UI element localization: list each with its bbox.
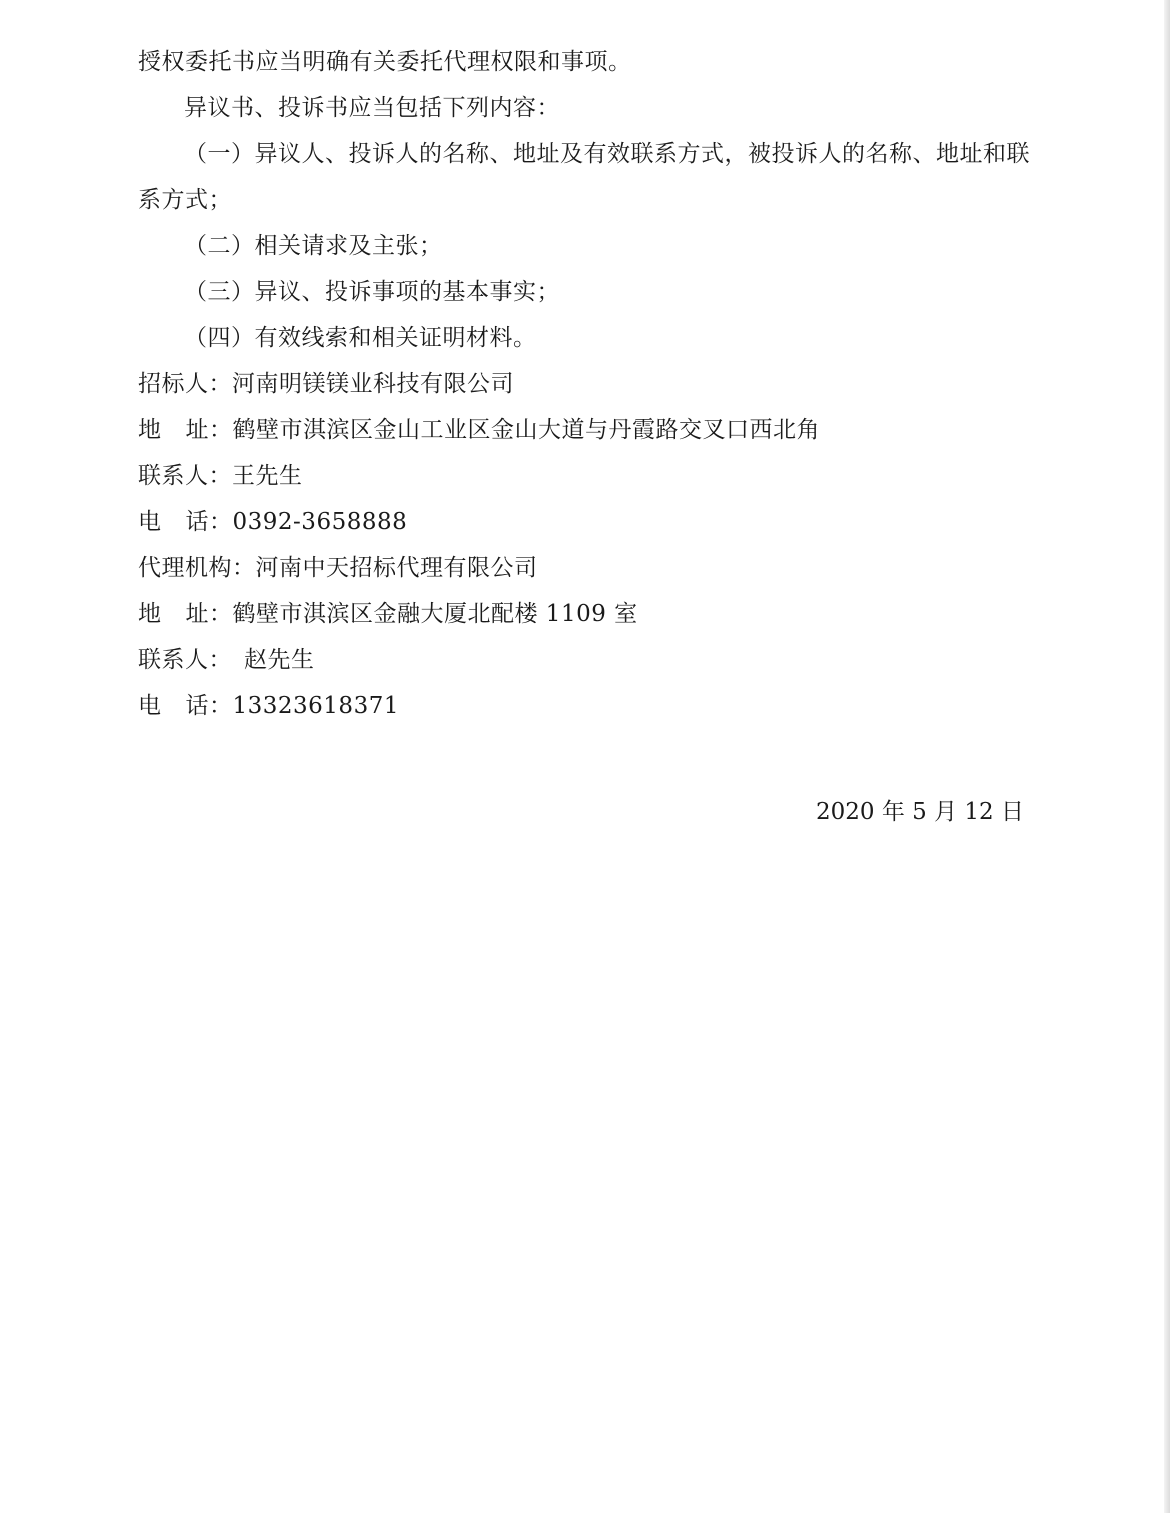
list-item-1-continued xyxy=(138,184,232,216)
page-edge-shadow xyxy=(1164,0,1170,1513)
field-label: 地 xyxy=(138,417,162,443)
tenderer-address-row xyxy=(138,414,820,446)
tenderer-contact-row xyxy=(138,460,303,492)
paragraph-objection-content xyxy=(184,92,560,124)
list-item-text: （一）异议人、投诉人的名称、地址及有效联系方式，被投诉人的名称、地址和联 xyxy=(184,141,1030,167)
document-date: 2020 年 5 月 12 日 xyxy=(816,799,1024,825)
agency-name-row xyxy=(138,552,538,584)
field-label: 话： xyxy=(185,509,233,535)
paragraph-authorization xyxy=(138,46,632,78)
agency-address-row xyxy=(138,598,638,630)
field-label: 电 xyxy=(138,693,162,719)
field-label: 联系人： xyxy=(138,647,232,673)
paragraph-text: 异议书、投诉书应当包括下列内容： xyxy=(184,95,560,121)
field-value: 赵先生 xyxy=(244,647,315,673)
field-label: 联系人： xyxy=(138,463,232,489)
field-label: 址： xyxy=(185,601,233,627)
field-label: 地 xyxy=(138,601,162,627)
field-value: 王先生 xyxy=(232,463,303,489)
field-value: 河南明镁镁业科技有限公司 xyxy=(232,371,514,397)
list-item-4 xyxy=(184,322,537,354)
field-label: 话： xyxy=(185,693,233,719)
field-value: 河南中天招标代理有限公司 xyxy=(255,555,538,581)
agency-phone-row xyxy=(138,690,399,722)
field-label: 招标人： xyxy=(138,371,232,397)
list-item-text: （四）有效线索和相关证明材料。 xyxy=(184,325,537,351)
tenderer-phone-row xyxy=(138,506,407,538)
agency-contact-row xyxy=(138,644,315,676)
tenderer-name-row xyxy=(138,368,514,400)
field-value: 13323618371 xyxy=(232,693,399,719)
field-value: 0392-3658888 xyxy=(232,509,408,535)
paragraph-text: 授权委托书应当明确有关委托代理权限和事项。 xyxy=(138,49,632,75)
field-label: 址： xyxy=(185,417,233,443)
list-item-3 xyxy=(184,276,560,308)
field-label: 代理机构： xyxy=(138,555,256,581)
list-item-2 xyxy=(184,230,443,262)
field-value: 鹤壁市淇滨区金融大厦北配楼 1109 室 xyxy=(232,601,638,627)
field-label: 电 xyxy=(138,509,162,535)
field-value: 鹤壁市淇滨区金山工业区金山大道与丹霞路交叉口西北角 xyxy=(232,417,820,443)
list-item-text: （三）异议、投诉事项的基本事实； xyxy=(184,279,560,305)
list-item-text: 系方式； xyxy=(138,187,232,213)
list-item-text: （二）相关请求及主张； xyxy=(184,233,443,259)
list-item-1 xyxy=(184,138,1030,170)
